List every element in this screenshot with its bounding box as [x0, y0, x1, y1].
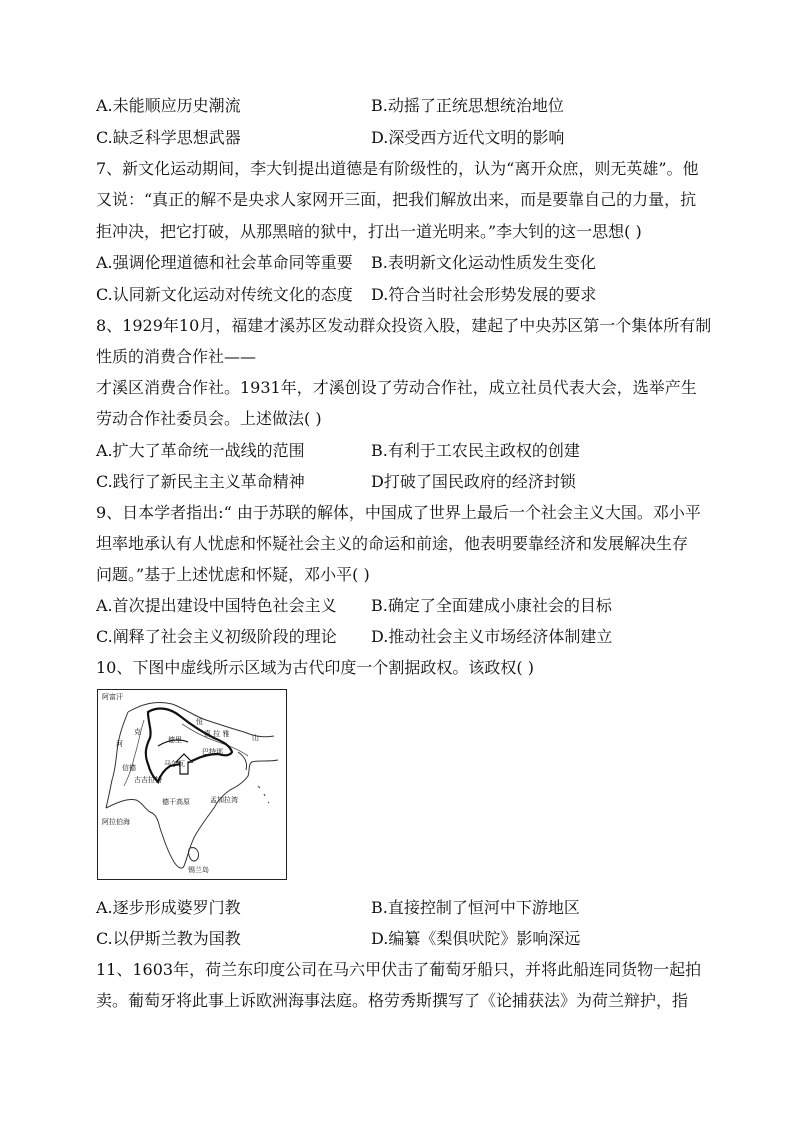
q9-option-c: C.阐释了社会主义初级阶段的理论 — [96, 627, 337, 646]
q10-option-a: A.逐步形成婆罗门教 — [96, 898, 241, 917]
q10-stem-line1: 10、下图中虚线所示区域为古代印度一个割据政权。该政权( ) — [96, 658, 534, 677]
map-label-deccan: 德干高原 — [162, 798, 190, 806]
q7-option-c: C.认同新文化运动对传统文化的态度 — [96, 285, 353, 304]
q8-stem-line1: 8、1929年10月，福建才溪苏区发动群众投资入股，建起了中央苏区第一个集体所有制 — [96, 316, 712, 335]
q6-option-d: D.深受西方近代文明的影响 — [371, 128, 565, 147]
q6-option-a: A.未能顺应历史潮流 — [96, 96, 241, 115]
sri-lanka-shape — [189, 848, 199, 861]
q7-stem-line3: 拒冲决，把它打破，从那黑暗的狱中，打出一道光明来。”李大钊的这一思想( ) — [96, 222, 642, 241]
map-label-indus: 河 — [116, 740, 123, 748]
india-map-drawing — [98, 690, 285, 878]
q10-option-c: C.以伊斯兰教为国教 — [96, 929, 241, 948]
q8-option-a: A.扩大了革命统一战线的范围 — [96, 441, 305, 460]
q8-option-c: C.践行了新民主主义革命精神 — [96, 472, 305, 491]
q8-option-b: B.有利于工农民主政权的创建 — [371, 441, 580, 460]
map-label-malwa: 马尔瓦 — [164, 760, 185, 768]
coastline — [106, 760, 278, 868]
q7-option-d: D.符合当时社会形势发展的要求 — [371, 285, 597, 304]
q9-option-d: D.推动社会主义市场经济体制建立 — [371, 627, 613, 646]
q9-stem-line1: 9、日本学者指出:“ 由于苏联的解体，中国成了世界上最后一个社会主义大国。邓小平 — [96, 503, 701, 522]
q6-option-c: C.缺乏科学思想武器 — [96, 128, 241, 147]
q7-stem-line2: 又说：“真正的解不是央求人家网开三面，把我们解放出来，而是要靠自己的力量，抗 — [96, 190, 697, 209]
q11-stem-line1: 11、1603年，荷兰东印度公司在马六甲伏击了葡萄牙船只，并将此船连同货物一起拍 — [96, 960, 702, 979]
q10-option-b: B.直接控制了恒河中下游地区 — [371, 898, 580, 917]
q7-option-a: A.强调伦理道德和社会革命同等重要 — [96, 253, 353, 272]
map-label-arabian-sea: 阿拉伯海 — [102, 818, 130, 826]
q9-stem-line2: 坦率地承认有人忧虑和怀疑社会主义的命运和前途，他表明要靠经济和发展解决生存 — [96, 534, 689, 553]
q8-option-d: D打破了国民政府的经济封锁 — [371, 472, 576, 491]
map-label-afghanistan: 阿富汗 — [102, 693, 123, 701]
map-label-sri-lanka: 锡兰岛 — [188, 866, 209, 874]
map-label-mountain: 山 — [252, 734, 259, 742]
q11-stem-line2: 卖。葡萄牙将此事上诉欧洲海事法庭。格劳秀斯撰写了《论捕获法》为荷兰辩护，指 — [96, 991, 689, 1010]
map-label-sindh: 信德 — [122, 764, 136, 772]
india-map-figure — [97, 689, 287, 880]
map-label-patna: 巴特那 — [202, 748, 223, 756]
map-label-bay: 孟加拉湾 — [210, 796, 238, 804]
q7-option-b: B.表明新文化运动性质发生变化 — [371, 253, 596, 272]
q7-stem-line1: 7、新文化运动期间，李大钊提出道德是有阶级性的，认为“离开众庶，则无英雄”。他 — [96, 159, 699, 178]
q9-option-a: A.首次提出建设中国特色社会主义 — [96, 596, 337, 615]
map-label-kashmir: 克 — [134, 728, 141, 736]
q8-stem-line4: 劳动合作社委员会。上述做法( ) — [96, 409, 322, 428]
map-label-himalaya: 喜 拉 雅 — [204, 730, 230, 738]
q9-stem-line3: 问题。”基于上述忧虑和怀疑，邓小平( ) — [96, 565, 370, 584]
q6-option-b: B.动摇了正统思想统治地位 — [371, 96, 564, 115]
map-label-dehli: 德里 — [168, 736, 182, 744]
q10-option-d: D.编纂《梨俱吠陀》影响深远 — [371, 929, 581, 948]
q9-option-b: B.确定了全面建成小康社会的目标 — [371, 596, 612, 615]
map-label-gujarat: 古吉拉特 — [134, 776, 162, 784]
map-label-ganges: 恒 — [196, 718, 203, 726]
q8-stem-line2: 性质的消费合作社—— — [96, 347, 257, 366]
q8-stem-line3: 才溪区消费合作社。1931年，才溪创设了劳动合作社，成立社员代表大会，选举产生 — [96, 378, 697, 397]
